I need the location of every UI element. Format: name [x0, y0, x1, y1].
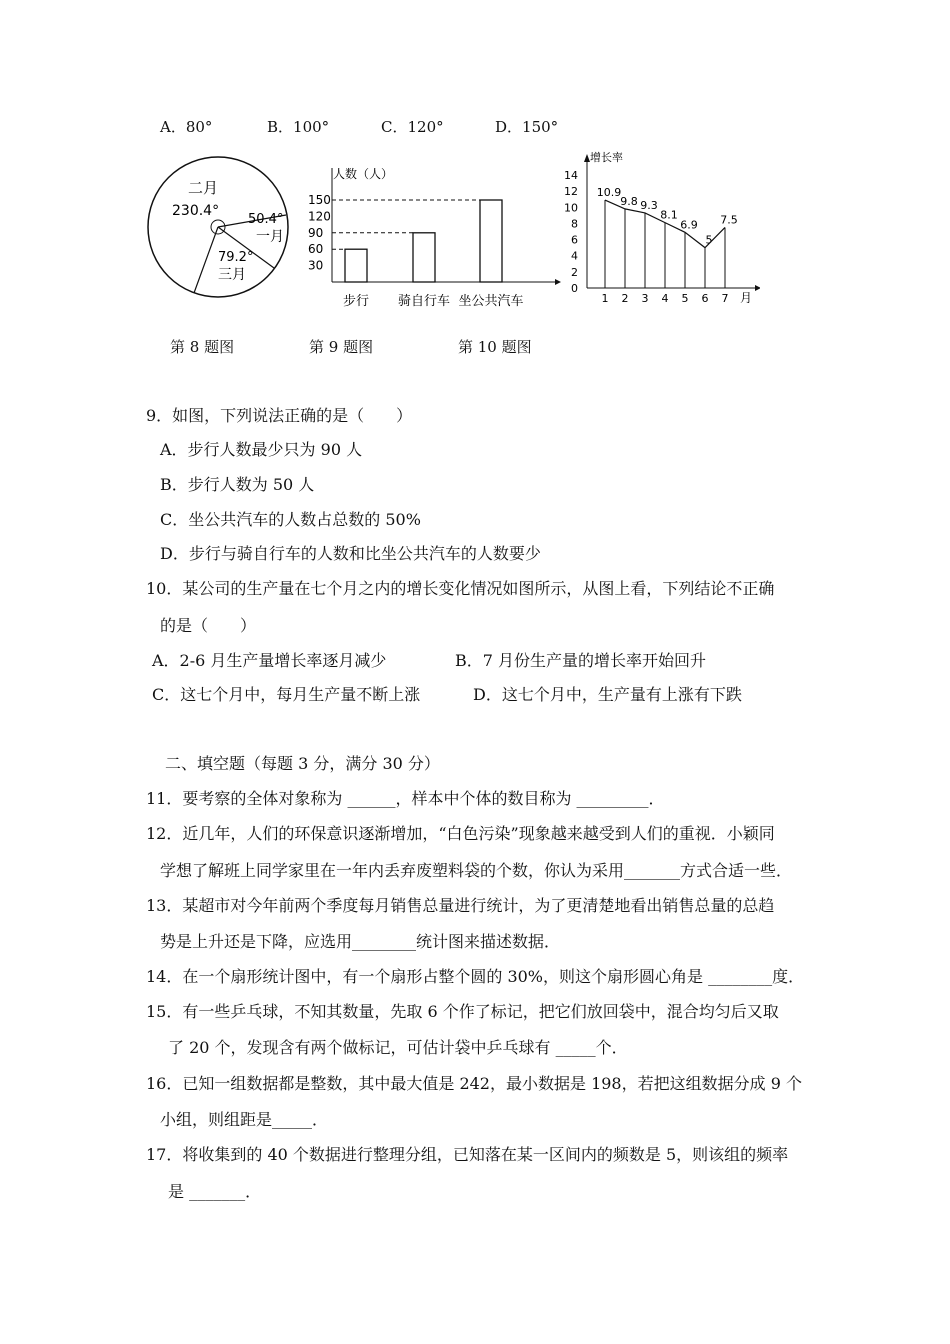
- fig8-pie-chart: [138, 155, 303, 305]
- q11: 11．要考察的全体对象称为 ______，样本中个体的数目称为 _________．: [146, 789, 665, 808]
- pie-label-jan: 一月: [256, 229, 284, 245]
- fig10-xtick-5: 5: [681, 292, 689, 305]
- fig9-bar-0: [345, 249, 367, 282]
- fig10-xtick-6: 6: [701, 292, 709, 305]
- fig9-bar-chart: [305, 160, 565, 310]
- q9-option-d: D．步行与骑自行车的人数和比坐公共汽车的人数要少: [160, 544, 541, 563]
- q10-option-b: B．7 月份生产量的增长率开始回升: [455, 651, 707, 670]
- fig10-xtick-1: 1: [601, 292, 609, 305]
- q13-line1: 13．某超市对今年前两个季度每月销售总量进行统计，为了更清楚地看出销售总量的总趋: [146, 896, 775, 915]
- caption-fig10: 第 10 题图: [458, 338, 532, 356]
- pie-angle-mar: 79.2°: [218, 250, 254, 265]
- fig10-ylabel: 增长率: [590, 151, 623, 164]
- q8-option-b: B．100°: [267, 118, 330, 136]
- fig9-category-2: 坐公共汽车: [458, 294, 524, 309]
- q9-option-c: C．坐公共汽车的人数占总数的 50%: [160, 510, 421, 529]
- q15-line1: 15．有一些乒乓球，不知其数量，先取 6 个作了标记，把它们放回袋中，混合均匀后又取: [146, 1002, 779, 1021]
- q12-line1: 12．近几年，人们的环保意识逐渐增加，“白色污染”现象越来越受到人们的重视．小颖同: [146, 824, 775, 843]
- fig9-category-1: 骑自行车: [397, 294, 451, 309]
- fig10-x-arrow: [755, 285, 760, 291]
- fig9-category-0: 步行: [342, 294, 370, 309]
- fig10-ytick-2: 2: [571, 265, 578, 279]
- q10-stem-line2: 的是（ ）: [160, 616, 257, 635]
- q17-line2: 是 _______．: [168, 1182, 262, 1201]
- q8-option-c: C．120°: [381, 118, 444, 136]
- q9-stem: 9．如图，下列说法正确的是（ ）: [146, 406, 413, 425]
- fig10-ytick-10: 10: [564, 201, 578, 215]
- fig10-xtick-7: 7: [721, 292, 729, 305]
- fig10-value-label-4: 6.9: [680, 218, 698, 232]
- fig10-ytick-6: 6: [571, 233, 578, 247]
- fig9-ytick-150: 150: [308, 193, 331, 207]
- q8-option-d: D．150°: [495, 118, 559, 136]
- q10-stem-line1: 10．某公司的生产量在七个月之内的增长变化情况如图所示，从图上看，下列结论不正确: [146, 579, 775, 598]
- fig9-bar-1: [413, 233, 435, 282]
- q8-option-a: A．80°: [160, 118, 213, 136]
- fig10-xtick-4: 4: [661, 292, 669, 305]
- fig9-ytick-60: 60: [308, 242, 324, 257]
- q15-line2: 了 20 个，发现含有两个做标记，可估计袋中乒乓球有 _____个．: [168, 1038, 628, 1057]
- fig9-ytick-30: 30: [308, 258, 324, 273]
- q16-line1: 16．已知一组数据都是整数，其中最大值是 242，最小数据是 198，若把这组数据分成 9 个: [146, 1074, 802, 1093]
- pie-label-mar: 三月: [218, 267, 246, 283]
- pie-label-feb: 二月: [188, 179, 219, 197]
- pie-line-3: [194, 227, 218, 293]
- fig10-value-label-1: 9.8: [620, 194, 638, 208]
- q10-option-c: C．这七个月中，每月生产量不断上涨: [152, 685, 421, 704]
- fig9-bar-2: [480, 200, 502, 282]
- fig10-value-label-3: 8.1: [660, 208, 678, 222]
- pie-angle-jan: 50.4°: [248, 212, 284, 227]
- fig10-ytick-14: 14: [564, 169, 578, 182]
- fig10-ytick-0: 0: [571, 282, 578, 295]
- fig9-ytick-120: 120: [308, 209, 331, 224]
- q14: 14．在一个扇形统计图中，有一个扇形占整个圆的 30%，则这个扇形圆心角是 ________度．: [146, 967, 805, 986]
- fig10-ytick-4: 4: [571, 249, 578, 263]
- q9-option-b: B．步行人数为 50 人: [160, 475, 315, 494]
- section-title-fill-in: 二、填空题（每题 3 分，满分 30 分）: [165, 754, 440, 773]
- fig10-xtick-2: 2: [621, 292, 629, 305]
- fig9-ylabel: 人数（人）: [333, 167, 394, 181]
- q16-line2: 小组，则组距是_____．: [160, 1110, 329, 1129]
- q17-line1: 17．将收集到的 40 个数据进行整理分组，已知落在某一区间内的频数是 5，则该组的频率: [146, 1145, 789, 1164]
- fig10-ytick-12: 12: [564, 185, 578, 199]
- pie-angle-feb: 230.4°: [172, 203, 220, 219]
- caption-fig9: 第 9 题图: [309, 338, 374, 356]
- q9-option-a: A．步行人数最少只为 90 人: [160, 440, 363, 459]
- q10-option-d: D．这七个月中，生产量有上涨有下跌: [473, 685, 742, 704]
- fig10-value-label-5: 5: [705, 233, 713, 247]
- fig10-value-label-2: 9.3: [640, 198, 658, 212]
- q12-line2: 学想了解班上同学家里在一年内丢弃废塑料袋的个数，你认为采用_______方式合适一些．: [160, 861, 793, 880]
- fig9-ytick-90: 90: [308, 225, 324, 240]
- fig10-value-label-0: 10.9: [596, 186, 622, 200]
- caption-fig8: 第 8 题图: [170, 338, 235, 356]
- fig10-ytick-8: 8: [571, 217, 578, 231]
- q10-option-a: A．2-6 月生产量增长率逐月减少: [152, 651, 387, 670]
- q13-line2: 势是上升还是下降，应选用________统计图来描述数据．: [160, 932, 561, 951]
- fig10-xlabel: 月: [740, 291, 753, 305]
- fig10-line-chart: [560, 148, 760, 308]
- fig10-value-label-6: 7.5: [720, 213, 738, 227]
- fig10-xtick-3: 3: [641, 292, 649, 305]
